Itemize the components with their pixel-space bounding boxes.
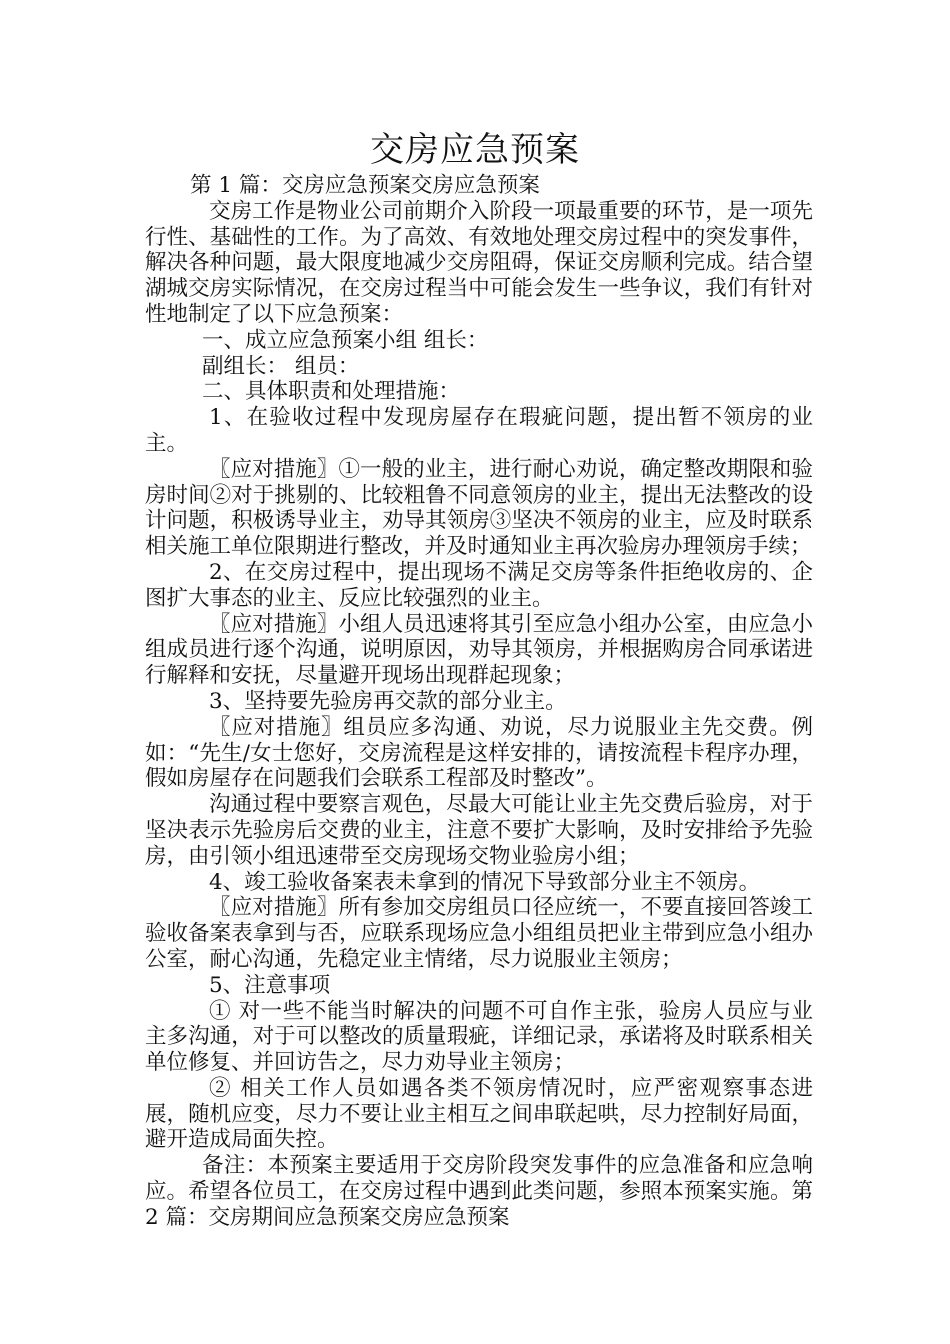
paragraph: ② 相关工作人员如遇各类不领房情况时，应严密观察事态进展，随机应变，尽力不要让业主相互之间串联起哄，尽力控制好局面，避开造成局面失控。 [145,1075,813,1153]
paragraph: 〖应对措施〗小组人员迅速将其引至应急小组办公室，由应急小组成员进行逐个沟通，说明原因，劝导其领房，并根据购房合同承诺进行解释和安抚，尽量避开现场出现群起现象； [145,611,813,689]
paragraph: 5、注意事项 [209,972,331,998]
paragraph: 第 1 篇：交房应急预案交房应急预案 [190,173,540,198]
document-body [145,173,813,1231]
paragraph: 2、在交房过程中，提出现场不满足交房等条件拒绝收房的、企图扩大事态的业主、反应比较强烈的业主。 [145,559,813,611]
paragraph: 副组长： 组员： [202,353,360,379]
document-title: 交房应急预案 [370,130,580,170]
paragraph: 沟通过程中要察言观色，尽最大可能让业主先交费后验房，对于坚决表示先验房后交费的业主，注意不要扩大影响，及时安排给予先验房，由引领小组迅速带至交房现场交物业验房小组； [145,792,813,869]
paragraph: 1、在验收过程中发现房屋存在瑕疵问题，提出暂不领房的业主。 [145,405,813,456]
paragraph: 一、成立应急预案小组 组长： [202,327,489,353]
paragraph: 4、竣工验收备案表未拿到的情况下导致部分业主不领房。 [209,869,761,895]
paragraph: 〖应对措施〗所有参加交房组员口径应统一，不要直接回答竣工验收备案表拿到与否，应联系现场应急小组组员把业主带到应急小组办公室，耐心沟通，先稳定业主情绪，尽力说服业主领房； [145,895,813,972]
paragraph: 3、坚持要先验房再交款的部分业主。 [209,688,567,714]
paragraph: 〖应对措施〗①一般的业主，进行耐心劝说，确定整改期限和验房时间②对于挑剔的、比较粗鲁不同意领房的业主，提出无法整改的设计问题，积极诱导业主，劝导其领房③坚决不领房的业主，应及时联系相关施工单位限期进行整改，并及时通知业主再次验房办理领房手续； [145,456,813,560]
paragraph: 〖应对措施〗组员应多沟通、劝说，尽力说服业主先交费。例如：“先生/女士您好，交房流程是这样安排的，请按流程卡程序办理，假如房屋存在问题我们会联系工程部及时整改”。 [145,714,813,792]
paragraph: 二、具体职责和处理措施： [202,379,461,405]
paragraph: ① 对一些不能当时解决的问题不可自作主张，验房人员应与业主多沟通，对于可以整改的质量瑕疵，详细记录，承诺将及时联系相关单位修复、并回访告之，尽力劝导业主领房； [145,998,813,1076]
paragraph: 备注：本预案主要适用于交房阶段突发事件的应急准备和应急响应。希望各位员工，在交房过程中遇到此类问题，参照本预案实施。第 2 篇：交房期间应急预案交房应急预案 [145,1153,813,1230]
paragraph: 交房工作是物业公司前期介入阶段一项最重要的环节，是一项先行性、基础性的工作。为了高效、有效地处理交房过程中的突发事件，解决各种问题，最大限度地减少交房阻碍，保证交房顺利完成。结合望湖城交房实际情况，在交房过程当中可能会发生一些争议，我们有针对性地制定了以下应急预案： [145,198,813,327]
